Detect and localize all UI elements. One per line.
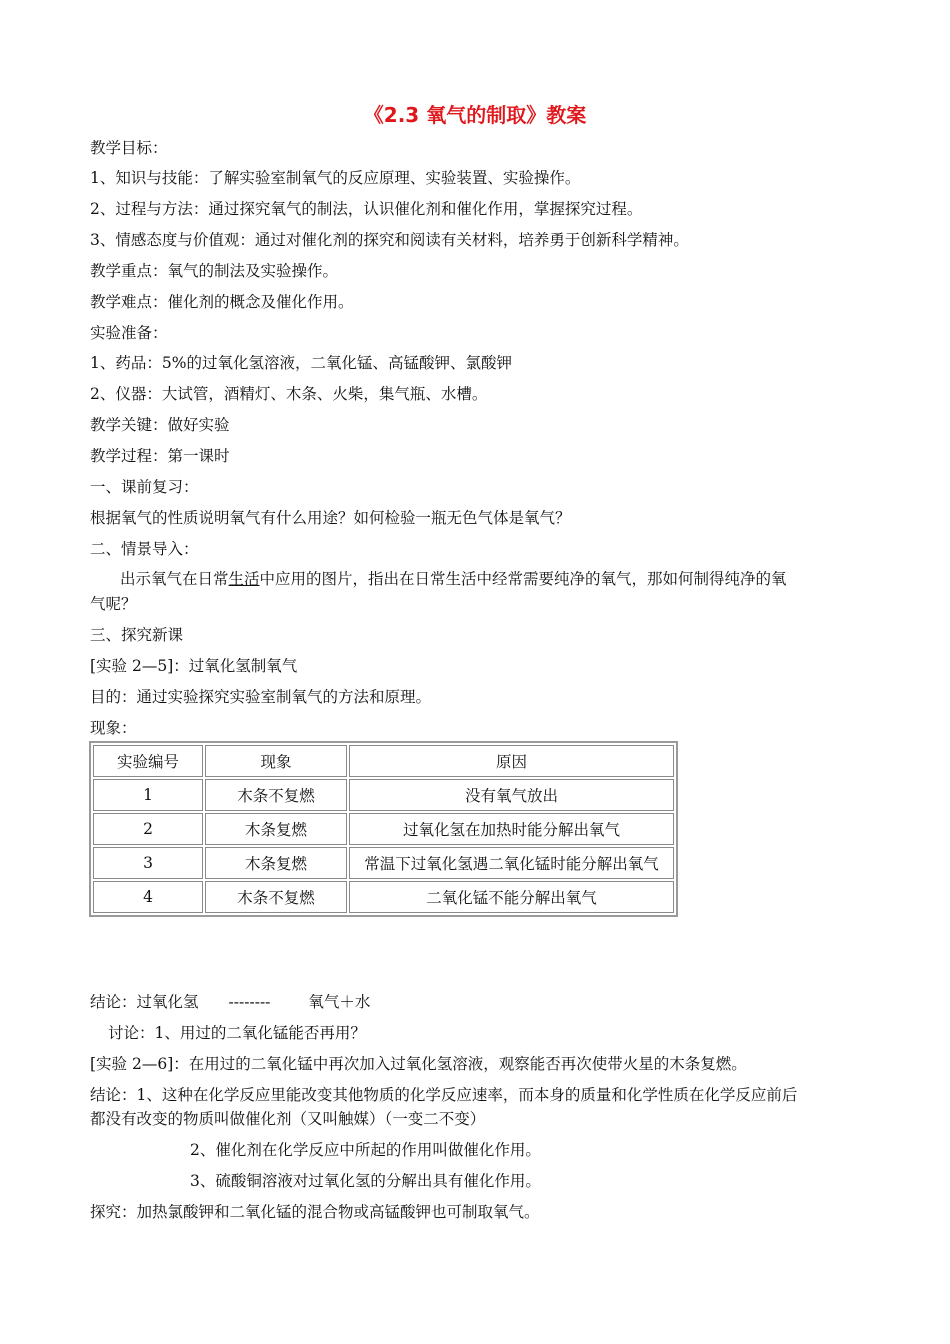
table-cell: 没有氧气放出 <box>349 779 674 811</box>
text-line: 目的：通过实验探究实验室制氧气的方法和原理。 <box>90 688 432 706</box>
table-cell: 3 <box>93 847 203 879</box>
reaction-arrow: -------- <box>228 993 271 1011</box>
text-line: 3、情感态度与价值观：通过对催化剂的探究和阅读有关材料，培养勇于创新科学精神。 <box>90 231 689 249</box>
text-line: 1、药品：5%的过氧化氢溶液，二氧化锰、高锰酸钾、氯酸钾 <box>90 354 512 372</box>
table-cell: 二氧化锰不能分解出氧气 <box>349 881 674 913</box>
text-line: 根据氧气的性质说明氧气有什么用途？如何检验一瓶无色气体是氧气？ <box>90 509 571 527</box>
reaction-product: 氧气＋水 <box>308 993 371 1011</box>
table-cell: 2 <box>93 813 203 845</box>
scene-text: 中应用的图片，指出在日常生活中经常需要纯净的氧气，那如何制得纯净的氧 <box>259 570 787 588</box>
text-line: 一、课前复习： <box>90 478 199 496</box>
text-line: 教学目标： <box>90 139 168 157</box>
text-line: 三、探究新课 <box>90 626 184 644</box>
table-cell: 1 <box>93 779 203 811</box>
table-cell: 4 <box>93 881 203 913</box>
scene-line-2: 气呢？ <box>90 595 137 613</box>
table-header-cell: 实验编号 <box>93 745 203 777</box>
table-header-cell: 原因 <box>349 745 674 777</box>
text-line: 教学关键：做好实验 <box>90 416 230 434</box>
table-cell: 过氧化氢在加热时能分解出氧气 <box>349 813 674 845</box>
table-row <box>93 813 674 845</box>
table-cell: 常温下过氧化氢遇二氧化锰时能分解出氧气 <box>349 847 674 879</box>
conclusion2-line: 结论：1、这种在化学反应里能改变其他物质的化学反应速率，而本身的质量和化学性质在化学反应前后 <box>90 1086 798 1104</box>
table-cell: 木条不复燃 <box>205 779 347 811</box>
text-line: 教学过程：第一课时 <box>90 447 230 465</box>
discussion-line: 讨论：1、用过的二氧化锰能否再用？ <box>108 1024 366 1042</box>
table-header-cell: 现象 <box>205 745 347 777</box>
scene-line <box>120 567 787 589</box>
table-cell: 木条复燃 <box>205 813 347 845</box>
experiment-line: [实验 2—6]：在用过的二氧化锰中再次加入过氧化氢溶液，观察能否再次使带火星的木条复燃。 <box>90 1055 747 1073</box>
text-line: 1、知识与技能：了解实验室制氧气的反应原理、实验装置、实验操作。 <box>90 169 581 187</box>
text-line: [实验 2—5]：过氧化氢制氧气 <box>90 657 298 675</box>
explore-line: 探究：加热氯酸钾和二氧化锰的混合物或高锰酸钾也可制取氧气。 <box>90 1203 540 1221</box>
text-line: 教学难点：催化剂的概念及催化作用。 <box>90 293 354 311</box>
text-line: 2、仪器：大试管，酒精灯、木条、火柴，集气瓶、水槽。 <box>90 385 488 403</box>
text-line: 2、过程与方法：通过探究氧气的制法，认识催化剂和催化作用，掌握探究过程。 <box>90 200 643 218</box>
document-title: 《2.3 氧气的制取》教案 <box>363 103 587 127</box>
result-table <box>89 741 678 917</box>
text-line: 实验准备： <box>90 324 168 342</box>
conclusion2-line: 3、硫酸铜溶液对过氧化氢的分解出具有催化作用。 <box>190 1172 541 1190</box>
table-cell: 木条不复燃 <box>205 881 347 913</box>
scene-text: 出示氧气在日常 <box>120 570 229 588</box>
table-row <box>93 847 674 879</box>
text-line: 二、情景导入： <box>90 540 199 558</box>
conclusion-line <box>90 990 370 1012</box>
table-row <box>93 881 674 913</box>
table-header-row <box>93 745 674 777</box>
text-line: 现象： <box>90 719 137 737</box>
text-line: 教学重点：氧气的制法及实验操作。 <box>90 262 339 280</box>
conclusion-label: 结论：过氧化氢 <box>90 993 199 1011</box>
table-cell: 木条复燃 <box>205 847 347 879</box>
scene-link-text: 生活 <box>228 570 260 588</box>
conclusion2-line: 2、催化剂在化学反应中所起的作用叫做催化作用。 <box>190 1141 541 1159</box>
table-row <box>93 779 674 811</box>
conclusion2-line: 都没有改变的物质叫做催化剂（又叫触媒）（一变二不变） <box>90 1110 486 1128</box>
